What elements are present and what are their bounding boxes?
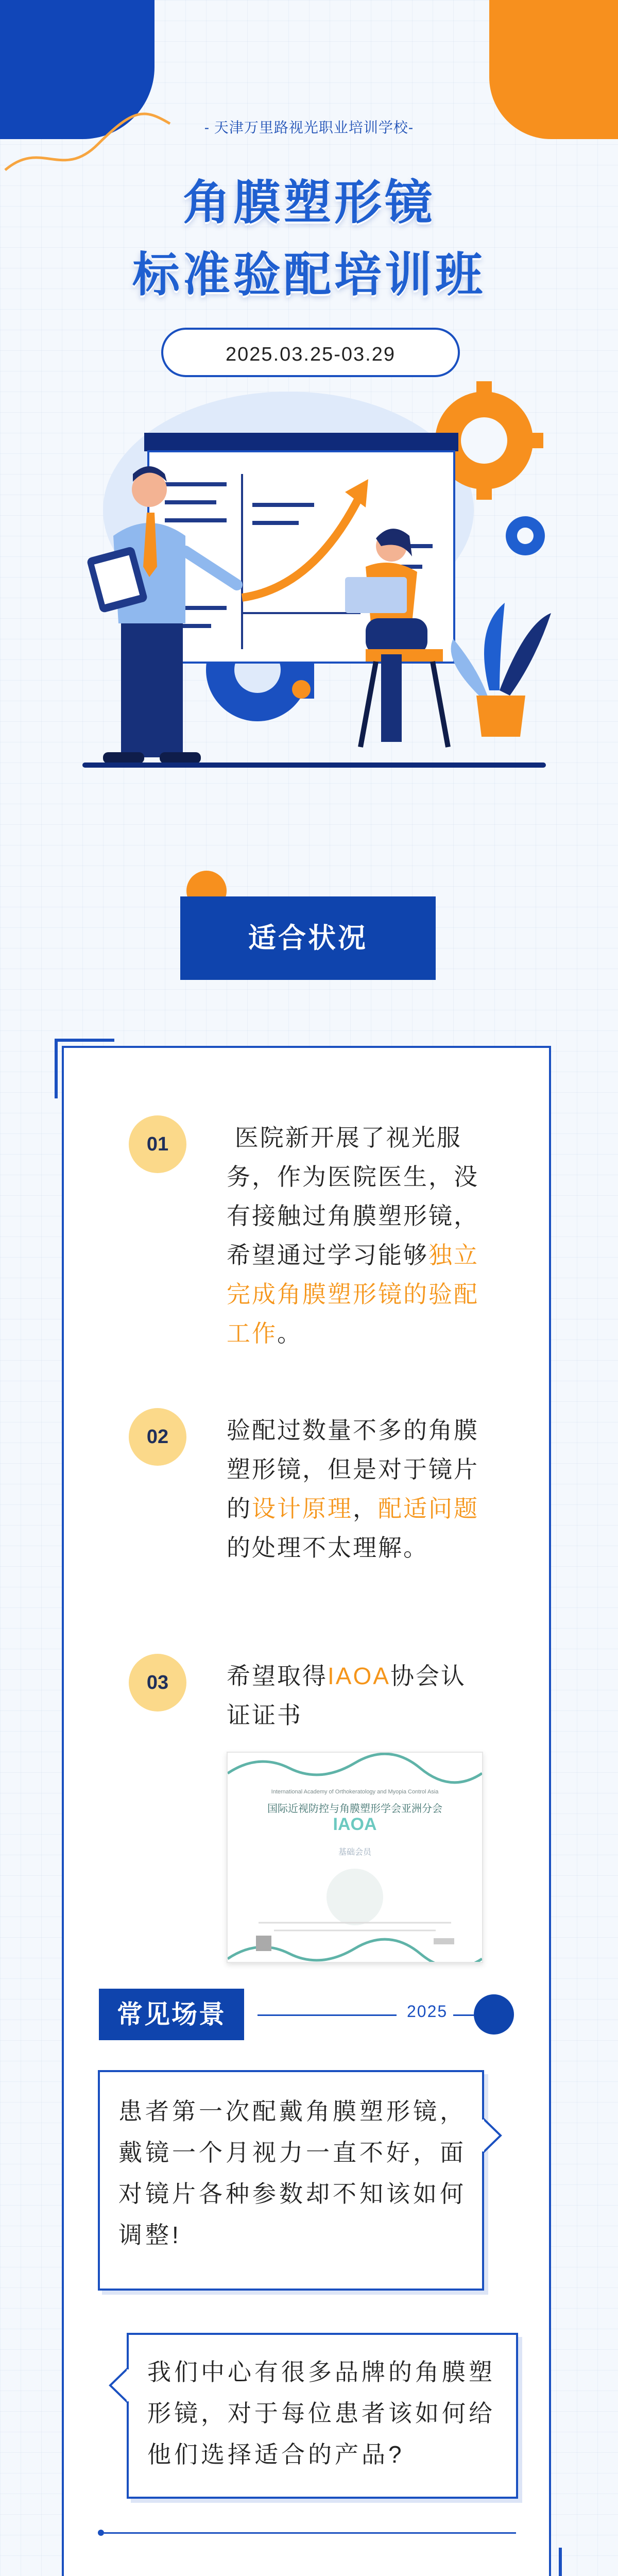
speech-tail-left [108,2367,129,2403]
scene-divider-short [453,2014,474,2016]
training-illustration [72,381,566,809]
scene-divider [258,2014,397,2016]
school-name: - 天津万里路视光职业培训学校- [204,120,414,135]
item-number-badge: 01 [129,1115,186,1173]
scene-box-2 [127,2333,518,2499]
speech-tail-right [482,2117,503,2154]
footer-line [104,2532,516,2534]
item-number-badge: 03 [129,1654,186,1711]
section-heading-suitable: 适合状况 [180,896,436,980]
scene-box-1 [98,2070,484,2291]
page-title-line1: 角膜塑形镜 [182,177,435,229]
certificate-image [227,1752,483,1963]
certificate-en-title: International Academy of Orthokeratology and Myopia Control Asia [271,1789,439,1795]
item-text: 希望取得IAOA协会认证证书 [227,1663,466,1728]
certificate-logo: IAOA [333,1815,377,1834]
frame-corner-tl [55,1039,114,1098]
frame-corner-br [502,2548,562,2576]
item-text: 医院新开展了视光服务，作为医院医生，没有接触过角膜塑形镜，希望通过学习能够独立完成角膜塑形镜的验配工作。 [227,1124,479,1347]
scene-dot [474,1994,514,2035]
item-text: 验配过数量不多的角膜塑形镜，但是对于镜片的设计原理，配适问题的处理不太理解。 [227,1417,479,1561]
certificate-member: 基础会员 [338,1848,371,1857]
certificate-border [228,1753,482,1962]
date-badge: 2025.03.25-03.29 [161,328,460,377]
scene-year: 2025 [407,2002,448,2021]
footer-dot [98,2530,104,2536]
scene-box-2-text: 我们中心有很多品牌的角膜塑形镜，对于每位患者该如何给他们选择适合的产品? [147,2359,495,2468]
scene-heading: 常见场景 [99,1989,244,2040]
scene-box-1-text: 患者第一次配戴角膜塑形镜，戴镜一个月视力一直不好，面对镜片各种参数却不知该如何调整! [118,2098,467,2248]
item-number-badge: 02 [129,1408,186,1466]
certificate-cn-title: 国际近视防控与角膜塑形学会亚洲分会 [267,1803,442,1815]
page-title-line2: 标准验配培训班 [132,249,486,301]
